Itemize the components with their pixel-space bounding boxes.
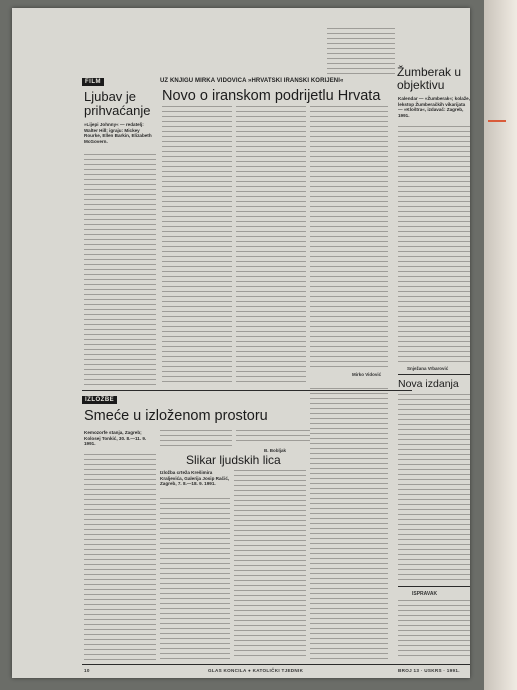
izlozbe-col-3 bbox=[236, 430, 310, 444]
slikar-credits: Izložba crteža Krešimira Kraljevića, Galerija Josip Račić, Zagreb, 7. 8.—18. 9. 1991. bbox=[160, 470, 230, 487]
nova-izdanja-headline: Nova izdanja bbox=[398, 378, 459, 390]
footer-publication: GLAS KONCILA ● KATOLIČKI TJEDNIK bbox=[208, 668, 304, 673]
footer-rule bbox=[82, 664, 470, 665]
top-article-text bbox=[327, 28, 395, 78]
film-body-text bbox=[84, 154, 156, 386]
zumberak-headline: Žumberak u objektivu bbox=[397, 65, 462, 92]
izlozbe-col-2 bbox=[160, 430, 232, 450]
iran-col-3 bbox=[310, 106, 388, 368]
iran-col-2 bbox=[236, 106, 306, 386]
iran-headline: Novo o iranskom podrijetlu Hrvata bbox=[162, 88, 381, 104]
izlozbe-tag: IZLOŽBE bbox=[82, 396, 117, 404]
footer-issue: BROJ 13 · USKRS · 1991. bbox=[398, 668, 460, 673]
film-tag: FILM bbox=[82, 78, 104, 86]
zumberak-credits: Kalendar — »Žumberak«; kolaže, lekstop Žumberačkih vikarijata — »Kloštra«, izdavač: Zagreb, 1991. bbox=[398, 96, 470, 118]
newspaper-page bbox=[12, 8, 470, 678]
ispravak-headline: ISPRAVAK bbox=[412, 591, 438, 597]
izlozbe-headline: Smeće u izloženom prostoru bbox=[84, 408, 268, 424]
iran-col-1 bbox=[162, 106, 232, 386]
iran-continuation bbox=[310, 388, 388, 660]
izlozbe-col-1 bbox=[84, 454, 156, 660]
film-credits: »Lijepi Johnny« — redatelj: Walter Hill; igraju: Mickey Rourke, Ellen Barkin, Elizabeth McGovern. bbox=[84, 122, 152, 144]
iran-author: Mirko Vidović bbox=[352, 372, 382, 377]
slikar-col-1 bbox=[160, 498, 230, 660]
next-page-edge bbox=[484, 0, 517, 690]
zumberak-body-text bbox=[398, 126, 470, 362]
zumberak-divider bbox=[398, 374, 470, 375]
nova-izdanja-list bbox=[398, 394, 470, 580]
zumberak-author: Snježana Vrbarović bbox=[407, 366, 449, 371]
slikar-headline: Slikar ljudskih lica bbox=[186, 453, 281, 467]
footer-page-number: 10 bbox=[84, 668, 90, 673]
iran-kicker: UZ KNJIGU MIRKA VIDOVICA »HRVATSKI IRANSKI KORIJENI« bbox=[160, 78, 344, 84]
izlozbe-author: B. Bobljak bbox=[264, 448, 287, 453]
slikar-col-2 bbox=[234, 470, 306, 660]
izlozbe-credits: Kemozorfe stanja, Zagreb; Kolosej Tonkić, 30. 8.—11. 9. 1991. bbox=[84, 430, 147, 447]
ispravak-divider bbox=[398, 586, 470, 587]
next-page-accent bbox=[488, 120, 506, 122]
film-headline: Ljubav je prihvaćanje bbox=[84, 89, 151, 118]
ispravak-text bbox=[398, 600, 470, 660]
